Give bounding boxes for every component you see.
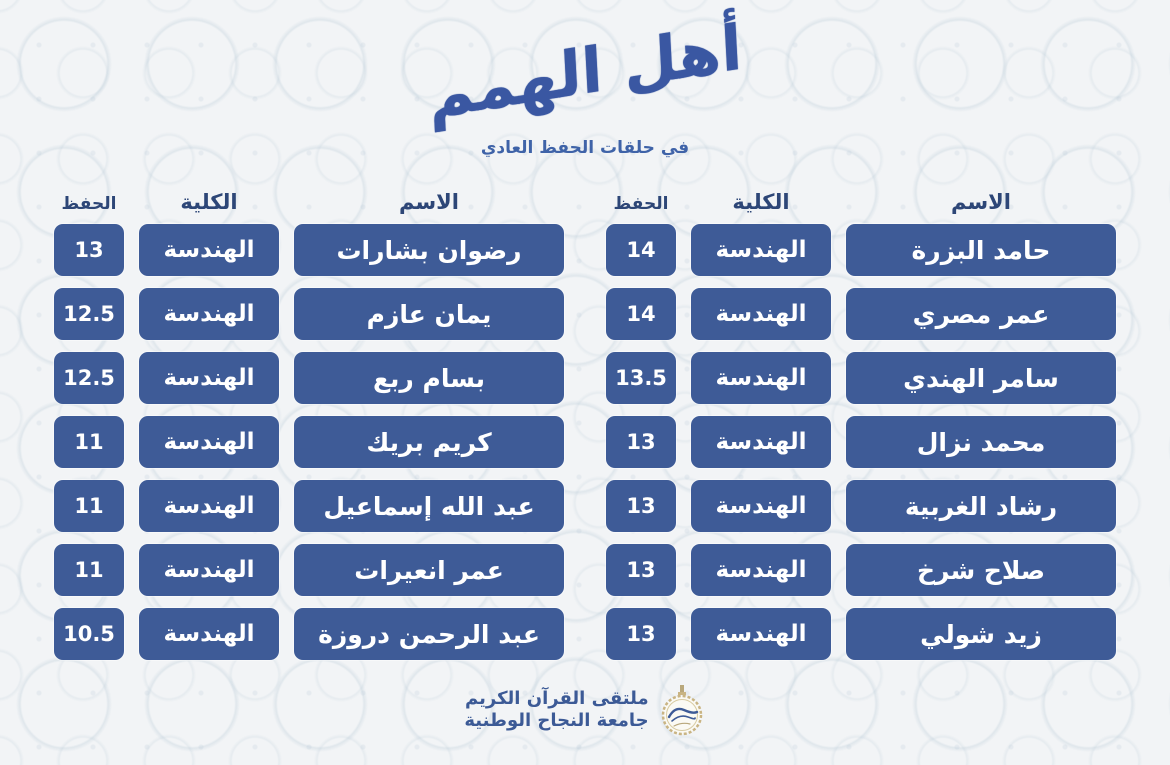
rows: [54, 224, 564, 660]
table-row: [606, 352, 1116, 404]
org-name-line2: جامعة النجاح الوطنية: [464, 710, 649, 731]
title-calligraphy: أهل الهمم: [426, 10, 744, 133]
college-cell: الهندسة: [139, 224, 279, 276]
name-cell: صلاح شرخ: [846, 544, 1116, 596]
footer-text: [464, 688, 648, 733]
name-cell: حامد البزرة: [846, 224, 1116, 276]
college-cell: الهندسة: [691, 288, 831, 340]
table-row: [54, 608, 564, 660]
college-cell: الهندسة: [691, 608, 831, 660]
table-row: [54, 224, 564, 276]
subtitle: في حلقات الحفظ العادي: [480, 138, 690, 158]
name-cell: رضوان بشارات: [294, 224, 564, 276]
table-row: [54, 288, 564, 340]
table-row: [54, 416, 564, 468]
college-cell: الهندسة: [691, 224, 831, 276]
table-row: [606, 608, 1116, 660]
footer: [0, 684, 1170, 736]
score-cell: 13: [54, 224, 124, 276]
ranking-tables: [0, 184, 1170, 660]
table-row: [606, 416, 1116, 468]
score-cell: 14: [606, 224, 676, 276]
name-cell: عبد الله إسماعيل: [294, 480, 564, 532]
score-cell: 11: [54, 416, 124, 468]
title-area: [0, 0, 1170, 158]
org-name-line1: ملتقى القرآن الكريم: [465, 687, 649, 709]
table-row: [606, 288, 1116, 340]
name-cell: رشاد الغربية: [846, 480, 1116, 532]
ranking-table-right: [606, 184, 1116, 660]
header-row: [606, 184, 1116, 214]
score-cell: 13: [606, 608, 676, 660]
name-cell: عمر مصري: [846, 288, 1116, 340]
name-cell: كريم بريك: [294, 416, 564, 468]
column-header-name: الاسم: [399, 190, 459, 214]
score-cell: 10.5: [54, 608, 124, 660]
score-cell: 13: [606, 480, 676, 532]
table-row: [54, 544, 564, 596]
quran-forum-logo-icon: [658, 684, 706, 736]
college-cell: الهندسة: [139, 480, 279, 532]
score-cell: 13: [606, 544, 676, 596]
header-row: [54, 184, 564, 214]
score-cell: 12.5: [54, 352, 124, 404]
name-cell: بسام ربع: [294, 352, 564, 404]
table-row: [606, 544, 1116, 596]
table-row: [606, 224, 1116, 276]
ranking-table-left: [54, 184, 564, 660]
score-cell: 13.5: [606, 352, 676, 404]
column-header-college: الكلية: [180, 190, 238, 214]
table-row: [606, 480, 1116, 532]
name-cell: يمان عازم: [294, 288, 564, 340]
calligraphy-wrap: [0, 10, 1170, 134]
score-cell: 14: [606, 288, 676, 340]
college-cell: الهندسة: [139, 608, 279, 660]
column-header-college: الكلية: [732, 190, 790, 214]
table-row: [54, 352, 564, 404]
college-cell: الهندسة: [691, 480, 831, 532]
column-header-hifz: الحفظ: [613, 194, 669, 214]
name-cell: زيد شولي: [846, 608, 1116, 660]
college-cell: الهندسة: [139, 544, 279, 596]
college-cell: الهندسة: [691, 416, 831, 468]
college-cell: الهندسة: [139, 416, 279, 468]
rows: [606, 224, 1116, 660]
table-row: [54, 480, 564, 532]
score-cell: 11: [54, 480, 124, 532]
college-cell: الهندسة: [691, 352, 831, 404]
score-cell: 12.5: [54, 288, 124, 340]
name-cell: عمر انعيرات: [294, 544, 564, 596]
name-cell: سامر الهندي: [846, 352, 1116, 404]
column-header-hifz: الحفظ: [61, 194, 117, 214]
score-cell: 11: [54, 544, 124, 596]
score-cell: 13: [606, 416, 676, 468]
column-header-name: الاسم: [951, 190, 1011, 214]
name-cell: عبد الرحمن دروزة: [294, 608, 564, 660]
college-cell: الهندسة: [139, 352, 279, 404]
name-cell: محمد نزال: [846, 416, 1116, 468]
college-cell: الهندسة: [139, 288, 279, 340]
college-cell: الهندسة: [691, 544, 831, 596]
